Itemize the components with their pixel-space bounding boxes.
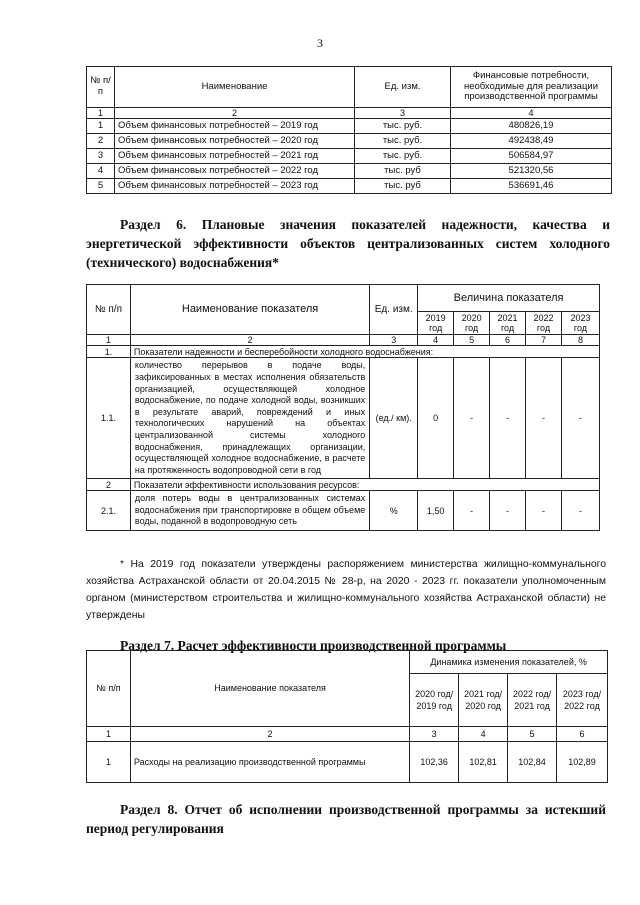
section-num: 1.: [87, 346, 131, 358]
table-row: [87, 134, 612, 149]
index-cell: 6: [557, 727, 608, 742]
row-num: 1: [87, 742, 131, 783]
table-header-row: [87, 285, 600, 312]
row-value: 506584,97: [451, 149, 612, 164]
row-value: -: [526, 358, 562, 479]
row-name: доля потерь воды в централизованных системах водоснабжения при транспортировке в общем объеме воды, поданной в водопроводную сеть: [130, 491, 369, 531]
row-num: 1: [87, 119, 115, 134]
header-cell: Финансовые потребности, необходимые для реализации производственной программы: [451, 67, 612, 108]
index-cell: 4: [451, 108, 612, 119]
header-cell: Ед. изм.: [355, 67, 451, 108]
row-num: 4: [87, 164, 115, 179]
index-cell: 1: [87, 335, 131, 346]
header-cell: Наименование: [115, 67, 355, 108]
row-value: -: [490, 491, 526, 531]
year-cell: 2021 год: [490, 312, 526, 335]
index-cell: 2: [115, 108, 355, 119]
period-cell: 2022 год/ 2021 год: [508, 674, 557, 727]
year-cell: 2020 год: [454, 312, 490, 335]
section-row: [87, 479, 600, 491]
row-unit: тыс. руб: [355, 164, 451, 179]
page-number: 3: [317, 36, 323, 50]
row-value: 521320,56: [451, 164, 612, 179]
row-num: 3: [87, 149, 115, 164]
footnote: * На 2019 год показатели утверждены распоряжением министерства жилищно-коммунального хозяйства Астраханской области от 20.04.2015 № 28-р, на 2020 - 2023 гг. показатели уполномоченным органом (министерством строительства и жилищно-коммунального хозяйства Астраханской области) не утверждены: [86, 559, 606, 621]
row-name: Объем финансовых потребностей – 2020 год: [115, 134, 355, 149]
section-title: Показатели надежности и бесперебойности холодного водоснабжения:: [130, 346, 599, 358]
index-cell: 1: [87, 727, 131, 742]
row-value: 536691,46: [451, 179, 612, 194]
year-cell: 2023 год: [561, 312, 599, 335]
index-row: [87, 335, 600, 346]
index-row: [87, 727, 608, 742]
row-value: 102,81: [459, 742, 508, 783]
section-6-heading: Раздел 6. Плановые значения показателей надежности, качества и энергетической эффективности объектов централизованных систем холодного (технического) водоснабжения*: [86, 217, 610, 270]
index-cell: 2: [130, 727, 409, 742]
index-cell: 8: [561, 335, 599, 346]
header-cell: Наименование показателя: [130, 285, 369, 335]
table-header-row: [87, 651, 608, 674]
table-row: [87, 164, 612, 179]
table-row: [87, 179, 612, 194]
row-name: Объем финансовых потребностей – 2022 год: [115, 164, 355, 179]
row-value: 102,36: [410, 742, 459, 783]
row-unit: тыс. руб.: [355, 149, 451, 164]
row-num: 1.1.: [87, 358, 131, 479]
row-unit: тыс. руб: [355, 179, 451, 194]
table-row: [87, 119, 612, 134]
index-cell: 5: [454, 335, 490, 346]
header-cell: № п/п: [87, 67, 115, 108]
index-cell: 2: [130, 335, 369, 346]
row-value: -: [454, 491, 490, 531]
row-value: -: [490, 358, 526, 479]
period-cell: 2023 год/ 2022 год: [557, 674, 608, 727]
row-value: -: [454, 358, 490, 479]
reliability-indicators-table: [86, 284, 600, 531]
header-cell: № п/п: [87, 285, 131, 335]
row-value: 492438,49: [451, 134, 612, 149]
row-name: Объем финансовых потребностей – 2021 год: [115, 149, 355, 164]
year-cell: 2019 год: [418, 312, 454, 335]
index-cell: 3: [410, 727, 459, 742]
row-value: -: [526, 491, 562, 531]
financial-needs-table: [86, 66, 612, 194]
table-row: [87, 742, 608, 783]
row-value: 1,50: [418, 491, 454, 531]
table-row: [87, 358, 600, 479]
index-cell: 5: [508, 727, 557, 742]
header-cell: Ед. изм.: [370, 285, 418, 335]
row-name: количество перерывов в подаче воды, зафиксированных в местах исполнения обязательств организацией, осуществляющей холодное водоснабжение, по подаче холодной воды, возникших в результате аварий, повреждений и иных технологических нарушений на объектах централизованной системы холодного водоснабжения, принадлежащих организации, осуществляющей холодное водоснабжение, в расчете на протяженность водопроводной сети в год: [130, 358, 369, 479]
header-cell: Динамика изменения показателей, %: [410, 651, 608, 674]
header-cell: Наименование показателя: [130, 651, 409, 727]
row-value: -: [561, 358, 599, 479]
index-cell: 3: [370, 335, 418, 346]
row-name: Расходы на реализацию производственной программы: [130, 742, 409, 783]
row-num: 2.1.: [87, 491, 131, 531]
index-cell: 3: [355, 108, 451, 119]
row-unit: (ед./ км).: [370, 358, 418, 479]
period-cell: 2021 год/ 2020 год: [459, 674, 508, 727]
index-cell: 6: [490, 335, 526, 346]
row-unit: %: [370, 491, 418, 531]
period-cell: 2020 год/ 2019 год: [410, 674, 459, 727]
section-row: [87, 346, 600, 358]
table-row: [87, 491, 600, 531]
section-title: Показатели эффективности использования ресурсов:: [130, 479, 599, 491]
row-num: 2: [87, 134, 115, 149]
row-unit: тыс. руб.: [355, 119, 451, 134]
year-cell: 2022 год: [526, 312, 562, 335]
row-value: 0: [418, 358, 454, 479]
index-cell: 7: [526, 335, 562, 346]
header-cell: Величина показателя: [418, 285, 600, 312]
table-header-row: [87, 67, 612, 108]
row-value: 480826,19: [451, 119, 612, 134]
section-8-heading: Раздел 8. Отчет об исполнении производственной программы за истекший период регулирования: [86, 802, 606, 836]
row-value: 102,89: [557, 742, 608, 783]
row-value: 102,84: [508, 742, 557, 783]
row-num: 5: [87, 179, 115, 194]
section-num: 2: [87, 479, 131, 491]
index-cell: 4: [418, 335, 454, 346]
row-name: Объем финансовых потребностей – 2019 год: [115, 119, 355, 134]
efficiency-table: [86, 650, 608, 783]
row-name: Объем финансовых потребностей – 2023 год: [115, 179, 355, 194]
index-cell: 1: [87, 108, 115, 119]
index-row: [87, 108, 612, 119]
row-unit: тыс. руб.: [355, 134, 451, 149]
row-value: -: [561, 491, 599, 531]
index-cell: 4: [459, 727, 508, 742]
table-row: [87, 149, 612, 164]
header-cell: № п/п: [87, 651, 131, 727]
section-7-heading: Раздел 7. Расчет эффективности производственной программы: [120, 638, 507, 653]
